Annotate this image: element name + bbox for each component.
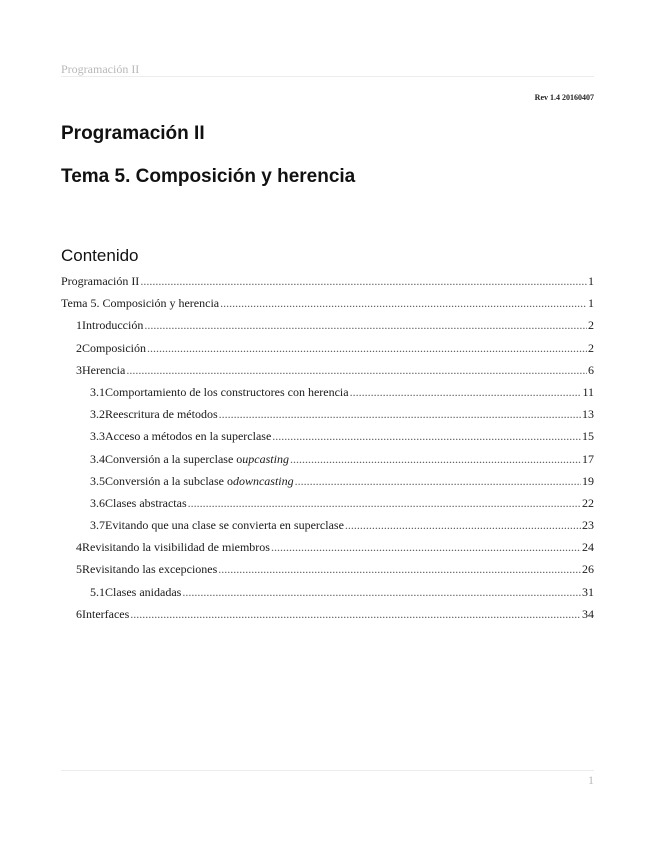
- toc-entry-page: 2: [588, 318, 594, 333]
- toc-entry-title: Revisitando las excepciones: [82, 562, 218, 577]
- toc-entry-page: 17: [582, 451, 594, 466]
- toc-entry-14[interactable]: [61, 558, 594, 580]
- toc-entry-12[interactable]: [61, 514, 594, 536]
- toc-entry-4[interactable]: [61, 337, 594, 359]
- running-header: Programación II: [61, 62, 140, 76]
- toc-dot-leader: [350, 381, 582, 403]
- toc-entry-13[interactable]: [61, 536, 594, 558]
- toc-dot-leader: [219, 403, 581, 425]
- toc-entry-number: 3.4: [90, 451, 105, 466]
- toc-dot-leader: [345, 514, 581, 536]
- toc-entry-page: 1: [588, 274, 594, 288]
- toc-entry-title: Clases anidadas: [105, 584, 182, 599]
- toc-entry-page: 26: [582, 562, 594, 577]
- toc-entry-page: 24: [582, 540, 594, 555]
- toc-entry-number: 2: [76, 340, 82, 355]
- toc-entry-number: 6: [76, 606, 82, 621]
- toc-entry-title: Conversión a la subclase o: [105, 473, 233, 488]
- toc-entry-title: Composición: [82, 340, 147, 355]
- toc-entry-title: Interfaces: [82, 606, 130, 621]
- toc-entry-number: 4: [76, 540, 82, 555]
- toc-entry-number: 3.7: [90, 518, 105, 533]
- toc-entry-7[interactable]: [61, 403, 594, 425]
- toc-entry-number: 3.1: [90, 384, 105, 399]
- toc-entry-page: 11: [582, 384, 594, 399]
- table-of-contents: [61, 270, 594, 625]
- revision-label: Rev 1.4 20160407: [534, 93, 594, 102]
- toc-dot-leader: [144, 314, 587, 336]
- toc-entry-number: 1: [76, 318, 82, 333]
- toc-entry-title: Herencia: [82, 362, 126, 377]
- toc-entry-page: 6: [588, 362, 594, 377]
- toc-entry-number: 5.1: [90, 584, 105, 599]
- toc-entry-title: Revisitando la visibilidad de miembros: [82, 540, 270, 555]
- toc-entry-5[interactable]: [61, 359, 594, 381]
- toc-entry-number: 5: [76, 562, 82, 577]
- document-title: Programación II: [61, 123, 205, 144]
- toc-entry-10[interactable]: [61, 470, 594, 492]
- toc-dot-leader: [126, 359, 587, 381]
- toc-entry-1[interactable]: [61, 270, 594, 292]
- toc-entry-page: 13: [582, 407, 594, 422]
- toc-entry-number: 3: [76, 362, 82, 377]
- toc-dot-leader: [182, 581, 581, 603]
- toc-entry-page: 1: [588, 296, 594, 311]
- toc-entry-page: 31: [582, 584, 594, 599]
- toc-entry-number: 3.2: [90, 407, 105, 422]
- toc-dot-leader: [130, 603, 581, 625]
- toc-entry-8[interactable]: [61, 425, 594, 447]
- toc-entry-3[interactable]: [61, 314, 594, 336]
- toc-entry-11[interactable]: [61, 492, 594, 514]
- toc-entry-9[interactable]: [61, 448, 594, 470]
- toc-entry-emphasis: downcasting: [232, 473, 294, 488]
- toc-dot-leader: [147, 337, 587, 359]
- footer-rule: [61, 770, 594, 771]
- toc-entry-emphasis: upcasting: [242, 451, 289, 466]
- toc-dot-leader: [188, 492, 581, 514]
- document-subtitle: Tema 5. Composición y herencia: [61, 166, 356, 187]
- toc-entry-title: Conversión a la superclase o: [105, 451, 243, 466]
- toc-entry-page: 2: [588, 340, 594, 355]
- toc-heading: Contenido: [61, 246, 139, 265]
- toc-entry-title: Acceso a métodos en la superclase: [105, 429, 272, 444]
- toc-entry-title: Reescritura de métodos: [105, 407, 218, 422]
- toc-entry-page: 19: [582, 473, 594, 488]
- toc-dot-leader: [272, 425, 581, 447]
- toc-entry-number: 3.3: [90, 429, 105, 444]
- toc-dot-leader: [140, 270, 587, 292]
- toc-entry-title: Tema 5. Composición y herencia: [61, 296, 220, 311]
- toc-entry-title: Introducción: [82, 318, 144, 333]
- toc-dot-leader: [220, 292, 587, 314]
- toc-entry-16[interactable]: [61, 603, 594, 625]
- toc-entry-title: Comportamiento de los constructores con herencia: [105, 384, 349, 399]
- toc-entry-title: Evitando que una clase se convierta en superclase: [105, 518, 344, 533]
- toc-entry-number: 3.5: [90, 473, 105, 488]
- toc-entry-number: 3.6: [90, 495, 105, 510]
- toc-entry-page: 15: [582, 429, 594, 444]
- toc-dot-leader: [290, 448, 581, 470]
- toc-entry-page: 23: [582, 518, 594, 533]
- toc-dot-leader: [218, 558, 581, 580]
- toc-entry-page: 22: [582, 495, 594, 510]
- toc-entry-page: 34: [582, 606, 594, 621]
- toc-entry-2[interactable]: [61, 292, 594, 314]
- toc-entry-6[interactable]: [61, 381, 594, 403]
- toc-dot-leader: [295, 470, 581, 492]
- toc-entry-title: Clases abstractas: [105, 495, 187, 510]
- toc-entry-title: Programación II: [61, 274, 140, 288]
- toc-dot-leader: [271, 536, 581, 558]
- header-rule: [61, 76, 594, 77]
- page-number: 1: [588, 773, 594, 787]
- toc-entry-15[interactable]: [61, 581, 594, 603]
